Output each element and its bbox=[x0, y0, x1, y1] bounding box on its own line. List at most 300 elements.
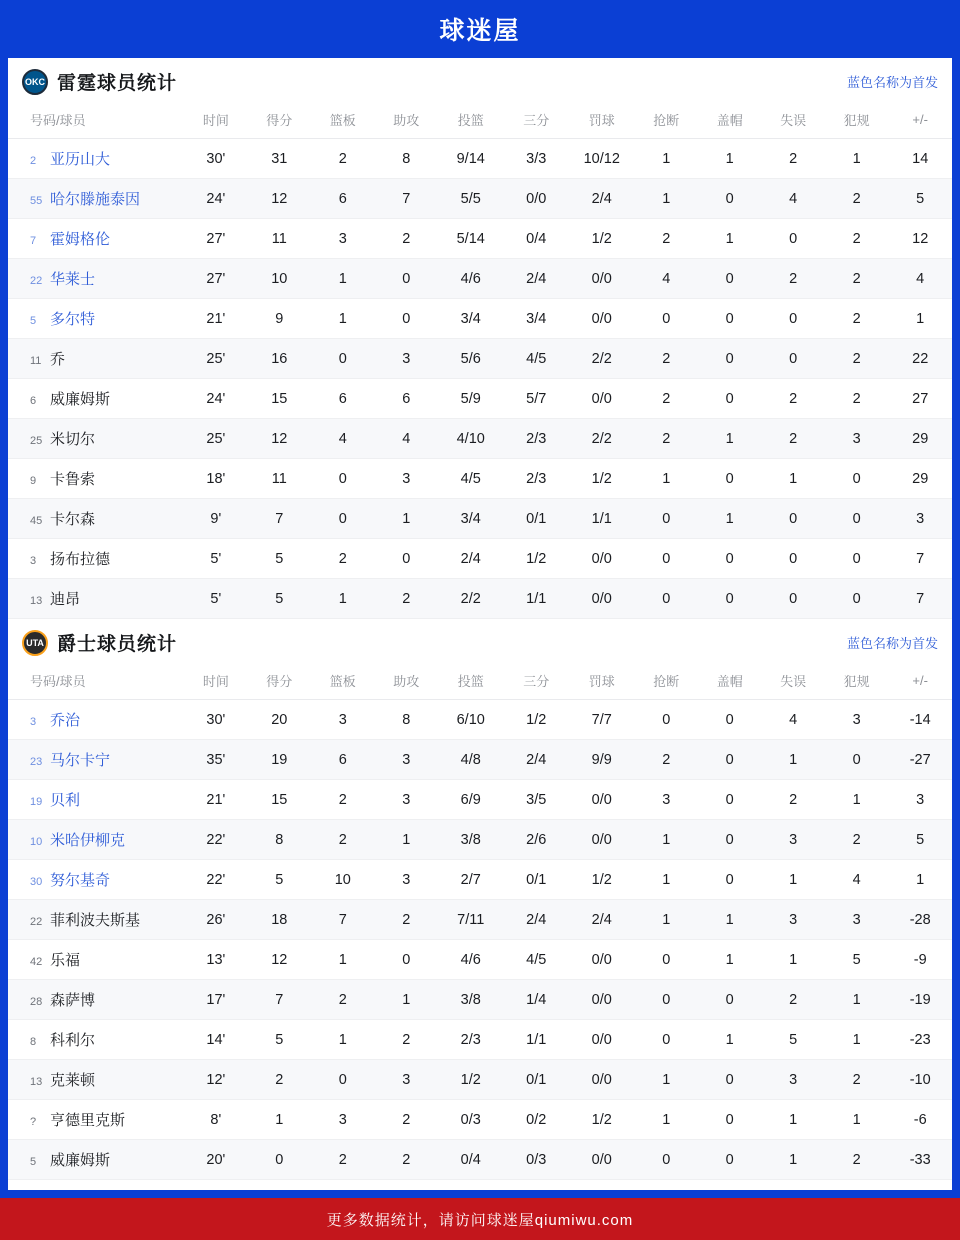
stat-blocks: 0 bbox=[698, 259, 761, 299]
table-row[interactable] bbox=[8, 900, 952, 940]
stat-fouls: 1 bbox=[825, 780, 888, 820]
stat-field-goals: 5/5 bbox=[438, 179, 504, 219]
stat-turnovers: 2 bbox=[761, 259, 824, 299]
stat-plus-minus: 27 bbox=[888, 379, 952, 419]
stat-field-goals: 0/4 bbox=[438, 1140, 504, 1180]
stat-free-throws: 0/0 bbox=[569, 1060, 635, 1100]
stat-free-throws: 7/7 bbox=[569, 700, 635, 740]
stat-plus-minus: 4 bbox=[888, 259, 952, 299]
player-cell[interactable] bbox=[8, 1060, 184, 1100]
stat-steals: 0 bbox=[635, 579, 698, 619]
stat-steals: 0 bbox=[635, 940, 698, 980]
stat-assists: 2 bbox=[375, 579, 438, 619]
stat-rebounds: 3 bbox=[311, 1100, 374, 1140]
col-header-player: 号码/球员 bbox=[8, 664, 184, 700]
stat-points: 5 bbox=[248, 579, 311, 619]
stat-assists: 3 bbox=[375, 780, 438, 820]
stat-assists: 3 bbox=[375, 339, 438, 379]
starter-legend-thunder: 蓝色名称为首发 bbox=[846, 75, 938, 90]
stat-rebounds: 1 bbox=[311, 579, 374, 619]
stat-plus-minus: 29 bbox=[888, 459, 952, 499]
stat-points: 31 bbox=[248, 139, 311, 179]
stat-steals: 0 bbox=[635, 700, 698, 740]
stat-assists: 4 bbox=[375, 419, 438, 459]
stat-minutes: 20' bbox=[184, 1140, 247, 1180]
stat-minutes: 25' bbox=[184, 339, 247, 379]
player-cell[interactable] bbox=[8, 419, 184, 459]
stat-steals: 3 bbox=[635, 780, 698, 820]
stat-turnovers: 0 bbox=[761, 219, 824, 259]
stat-free-throws: 1/2 bbox=[569, 1100, 635, 1140]
stat-rebounds: 0 bbox=[311, 1060, 374, 1100]
table-header-row bbox=[8, 103, 952, 139]
stat-minutes: 30' bbox=[184, 700, 247, 740]
stat-turnovers: 0 bbox=[761, 579, 824, 619]
stat-rebounds: 0 bbox=[311, 499, 374, 539]
stat-turnovers: 1 bbox=[761, 1100, 824, 1140]
player-cell[interactable] bbox=[8, 900, 184, 940]
stat-assists: 3 bbox=[375, 740, 438, 780]
stat-field-goals: 3/8 bbox=[438, 820, 504, 860]
player-number: 3 bbox=[30, 716, 37, 728]
stat-rebounds: 6 bbox=[311, 179, 374, 219]
stat-fouls: 2 bbox=[825, 1140, 888, 1180]
stat-assists: 0 bbox=[375, 539, 438, 579]
player-cell[interactable] bbox=[8, 940, 184, 980]
stat-steals: 2 bbox=[635, 339, 698, 379]
stat-three-pointers: 0/1 bbox=[503, 860, 569, 900]
player-cell[interactable] bbox=[8, 379, 184, 419]
player-cell[interactable] bbox=[8, 459, 184, 499]
stat-free-throws: 2/4 bbox=[569, 900, 635, 940]
table-row[interactable] bbox=[8, 579, 952, 619]
stat-fouls: 2 bbox=[825, 259, 888, 299]
stat-rebounds: 1 bbox=[311, 1020, 374, 1060]
col-header-stl: 抢断 bbox=[635, 664, 698, 700]
section-title-jazz: 爵士球员统计 bbox=[57, 634, 178, 655]
stat-turnovers: 2 bbox=[761, 139, 824, 179]
table-row[interactable] bbox=[8, 139, 952, 179]
stat-field-goals: 6/10 bbox=[438, 700, 504, 740]
stat-plus-minus: 7 bbox=[888, 579, 952, 619]
table-thunder bbox=[8, 103, 952, 619]
stat-steals: 2 bbox=[635, 379, 698, 419]
stat-turnovers: 1 bbox=[761, 1140, 824, 1180]
stat-field-goals: 9/14 bbox=[438, 139, 504, 179]
col-header-ast: 助攻 bbox=[375, 664, 438, 700]
stat-rebounds: 1 bbox=[311, 940, 374, 980]
player-cell[interactable] bbox=[8, 1140, 184, 1180]
stat-fouls: 1 bbox=[825, 980, 888, 1020]
col-header-pf: 犯规 bbox=[825, 664, 888, 700]
stat-blocks: 0 bbox=[698, 740, 761, 780]
stat-points: 12 bbox=[248, 940, 311, 980]
player-number: 10 bbox=[30, 836, 43, 848]
stat-free-throws: 0/0 bbox=[569, 379, 635, 419]
stat-minutes: 35' bbox=[184, 740, 247, 780]
stat-fouls: 4 bbox=[825, 860, 888, 900]
stat-assists: 2 bbox=[375, 219, 438, 259]
stat-plus-minus: -33 bbox=[888, 1140, 952, 1180]
stat-free-throws: 9/9 bbox=[569, 740, 635, 780]
stat-rebounds: 1 bbox=[311, 299, 374, 339]
table-row[interactable] bbox=[8, 219, 952, 259]
player-number: 9 bbox=[30, 475, 37, 487]
player-number: 23 bbox=[30, 756, 43, 768]
stat-blocks: 0 bbox=[698, 780, 761, 820]
stat-assists: 1 bbox=[375, 820, 438, 860]
stat-plus-minus: -14 bbox=[888, 700, 952, 740]
player-name: 亚历山大 bbox=[50, 151, 111, 168]
stat-free-throws: 1/2 bbox=[569, 219, 635, 259]
stat-three-pointers: 0/2 bbox=[503, 1100, 569, 1140]
stat-assists: 2 bbox=[375, 900, 438, 940]
stat-blocks: 1 bbox=[698, 139, 761, 179]
stat-plus-minus: 1 bbox=[888, 299, 952, 339]
stat-rebounds: 0 bbox=[311, 459, 374, 499]
col-header-ft: 罚球 bbox=[569, 664, 635, 700]
player-cell[interactable] bbox=[8, 259, 184, 299]
stat-free-throws: 1/2 bbox=[569, 459, 635, 499]
player-cell[interactable] bbox=[8, 1100, 184, 1140]
player-name: 乔治 bbox=[50, 712, 81, 729]
player-number: 13 bbox=[30, 595, 43, 607]
stat-fouls: 3 bbox=[825, 419, 888, 459]
col-header-min: 时间 bbox=[184, 103, 247, 139]
stat-blocks: 1 bbox=[698, 219, 761, 259]
player-number: 2 bbox=[30, 155, 37, 167]
stat-points: 15 bbox=[248, 780, 311, 820]
stat-minutes: 18' bbox=[184, 459, 247, 499]
stat-plus-minus: 14 bbox=[888, 139, 952, 179]
player-cell[interactable] bbox=[8, 339, 184, 379]
table-row[interactable] bbox=[8, 379, 952, 419]
stat-rebounds: 0 bbox=[311, 339, 374, 379]
table-row[interactable] bbox=[8, 780, 952, 820]
stat-blocks: 0 bbox=[698, 1140, 761, 1180]
table-row[interactable] bbox=[8, 700, 952, 740]
stat-free-throws: 0/0 bbox=[569, 299, 635, 339]
table-row[interactable] bbox=[8, 419, 952, 459]
player-name: 乔 bbox=[50, 351, 66, 368]
stat-plus-minus: 5 bbox=[888, 820, 952, 860]
stat-plus-minus: -27 bbox=[888, 740, 952, 780]
stat-assists: 3 bbox=[375, 1060, 438, 1100]
stat-points: 1 bbox=[248, 1100, 311, 1140]
stat-steals: 0 bbox=[635, 299, 698, 339]
player-number: 3 bbox=[30, 555, 37, 567]
col-header-to: 失误 bbox=[761, 103, 824, 139]
stat-points: 8 bbox=[248, 820, 311, 860]
stat-blocks: 0 bbox=[698, 1100, 761, 1140]
stat-blocks: 0 bbox=[698, 379, 761, 419]
stat-fouls: 1 bbox=[825, 1100, 888, 1140]
stat-field-goals: 0/3 bbox=[438, 1100, 504, 1140]
stat-points: 7 bbox=[248, 499, 311, 539]
player-number: 45 bbox=[30, 515, 43, 527]
table-header-row bbox=[8, 664, 952, 700]
stat-plus-minus: 29 bbox=[888, 419, 952, 459]
col-header-fg: 投篮 bbox=[438, 103, 504, 139]
player-cell[interactable] bbox=[8, 860, 184, 900]
stat-points: 18 bbox=[248, 900, 311, 940]
stat-free-throws: 0/0 bbox=[569, 539, 635, 579]
stat-plus-minus: 22 bbox=[888, 339, 952, 379]
stat-turnovers: 2 bbox=[761, 980, 824, 1020]
stat-turnovers: 0 bbox=[761, 499, 824, 539]
player-number: 5 bbox=[30, 315, 37, 327]
stat-three-pointers: 0/1 bbox=[503, 499, 569, 539]
stat-field-goals: 2/7 bbox=[438, 860, 504, 900]
player-number: 22 bbox=[30, 916, 43, 928]
table-row[interactable] bbox=[8, 299, 952, 339]
stat-minutes: 25' bbox=[184, 419, 247, 459]
stat-blocks: 1 bbox=[698, 419, 761, 459]
stat-assists: 0 bbox=[375, 940, 438, 980]
stat-steals: 1 bbox=[635, 820, 698, 860]
stat-three-pointers: 1/2 bbox=[503, 539, 569, 579]
table-row[interactable] bbox=[8, 1100, 952, 1140]
player-cell[interactable] bbox=[8, 780, 184, 820]
col-header-pm: +/- bbox=[888, 103, 952, 139]
stat-points: 12 bbox=[248, 419, 311, 459]
stat-rebounds: 2 bbox=[311, 139, 374, 179]
stat-turnovers: 2 bbox=[761, 379, 824, 419]
stat-steals: 2 bbox=[635, 419, 698, 459]
stat-assists: 2 bbox=[375, 1020, 438, 1060]
stat-blocks: 0 bbox=[698, 539, 761, 579]
stat-minutes: 9' bbox=[184, 499, 247, 539]
table-row[interactable] bbox=[8, 820, 952, 860]
stat-free-throws: 1/1 bbox=[569, 499, 635, 539]
section-header-jazz bbox=[8, 619, 952, 664]
stat-rebounds: 7 bbox=[311, 900, 374, 940]
stat-minutes: 14' bbox=[184, 1020, 247, 1060]
stat-assists: 3 bbox=[375, 860, 438, 900]
col-header-ft: 罚球 bbox=[569, 103, 635, 139]
stat-field-goals: 5/9 bbox=[438, 379, 504, 419]
col-header-3p: 三分 bbox=[503, 103, 569, 139]
stat-free-throws: 10/12 bbox=[569, 139, 635, 179]
stat-blocks: 0 bbox=[698, 579, 761, 619]
stat-fouls: 2 bbox=[825, 339, 888, 379]
player-cell[interactable] bbox=[8, 539, 184, 579]
stat-fouls: 2 bbox=[825, 820, 888, 860]
player-cell[interactable] bbox=[8, 820, 184, 860]
stat-field-goals: 2/3 bbox=[438, 1020, 504, 1060]
stat-turnovers: 0 bbox=[761, 299, 824, 339]
stat-steals: 1 bbox=[635, 900, 698, 940]
player-cell[interactable] bbox=[8, 299, 184, 339]
player-name: 华莱士 bbox=[50, 271, 96, 288]
stat-three-pointers: 1/1 bbox=[503, 579, 569, 619]
stat-turnovers: 3 bbox=[761, 1060, 824, 1100]
stat-minutes: 12' bbox=[184, 1060, 247, 1100]
stat-steals: 2 bbox=[635, 740, 698, 780]
stat-field-goals: 3/4 bbox=[438, 299, 504, 339]
stat-assists: 3 bbox=[375, 459, 438, 499]
stat-rebounds: 3 bbox=[311, 700, 374, 740]
stat-field-goals: 4/10 bbox=[438, 419, 504, 459]
stat-three-pointers: 4/5 bbox=[503, 339, 569, 379]
stat-free-throws: 2/2 bbox=[569, 339, 635, 379]
stat-three-pointers: 0/4 bbox=[503, 219, 569, 259]
stat-blocks: 0 bbox=[698, 299, 761, 339]
stat-points: 5 bbox=[248, 1020, 311, 1060]
stat-fouls: 1 bbox=[825, 139, 888, 179]
stat-points: 11 bbox=[248, 459, 311, 499]
table-row[interactable] bbox=[8, 940, 952, 980]
stat-minutes: 21' bbox=[184, 299, 247, 339]
stat-plus-minus: -23 bbox=[888, 1020, 952, 1060]
player-number: 28 bbox=[30, 996, 43, 1008]
stat-plus-minus: -28 bbox=[888, 900, 952, 940]
table-row[interactable] bbox=[8, 860, 952, 900]
stat-blocks: 1 bbox=[698, 940, 761, 980]
col-header-min: 时间 bbox=[184, 664, 247, 700]
stat-turnovers: 2 bbox=[761, 780, 824, 820]
stat-three-pointers: 0/1 bbox=[503, 1060, 569, 1100]
stat-turnovers: 3 bbox=[761, 900, 824, 940]
stat-rebounds: 1 bbox=[311, 259, 374, 299]
footer-text: 更多数据统计，请访问球迷屋qiumiwu.com bbox=[326, 1211, 634, 1229]
stat-blocks: 0 bbox=[698, 179, 761, 219]
stat-minutes: 22' bbox=[184, 820, 247, 860]
stat-fouls: 2 bbox=[825, 219, 888, 259]
stat-three-pointers: 3/5 bbox=[503, 780, 569, 820]
stat-three-pointers: 1/4 bbox=[503, 980, 569, 1020]
table-row[interactable] bbox=[8, 339, 952, 379]
stat-fouls: 5 bbox=[825, 940, 888, 980]
stat-points: 19 bbox=[248, 740, 311, 780]
stat-assists: 1 bbox=[375, 499, 438, 539]
player-name: 多尔特 bbox=[50, 311, 96, 328]
table-row[interactable] bbox=[8, 499, 952, 539]
player-name: 卡尔森 bbox=[50, 511, 96, 528]
player-cell[interactable] bbox=[8, 980, 184, 1020]
table-row[interactable] bbox=[8, 1060, 952, 1100]
stat-fouls: 1 bbox=[825, 1020, 888, 1060]
player-number: 25 bbox=[30, 435, 43, 447]
stat-steals: 0 bbox=[635, 1140, 698, 1180]
table-row[interactable] bbox=[8, 980, 952, 1020]
player-number: 22 bbox=[30, 275, 43, 287]
stat-field-goals: 5/14 bbox=[438, 219, 504, 259]
stats-card bbox=[8, 58, 952, 1190]
stat-fouls: 0 bbox=[825, 579, 888, 619]
player-name: 霍姆格伦 bbox=[50, 231, 111, 248]
table-row[interactable] bbox=[8, 1140, 952, 1180]
stat-rebounds: 2 bbox=[311, 980, 374, 1020]
player-name: 科利尔 bbox=[50, 1032, 96, 1049]
col-header-reb: 篮板 bbox=[311, 664, 374, 700]
player-name: 马尔卡宁 bbox=[50, 752, 111, 769]
player-name: 迪昂 bbox=[50, 591, 81, 608]
player-cell[interactable] bbox=[8, 700, 184, 740]
player-name: 扬布拉德 bbox=[50, 551, 111, 568]
player-name: 贝利 bbox=[50, 792, 81, 809]
player-name: 乐福 bbox=[50, 952, 81, 969]
table-row[interactable] bbox=[8, 459, 952, 499]
stat-turnovers: 1 bbox=[761, 860, 824, 900]
table-body-jazz bbox=[8, 700, 952, 1180]
col-header-blk: 盖帽 bbox=[698, 103, 761, 139]
stat-points: 9 bbox=[248, 299, 311, 339]
stat-steals: 1 bbox=[635, 139, 698, 179]
player-cell[interactable] bbox=[8, 579, 184, 619]
stat-three-pointers: 0/0 bbox=[503, 179, 569, 219]
stat-minutes: 22' bbox=[184, 860, 247, 900]
stat-points: 11 bbox=[248, 219, 311, 259]
stat-turnovers: 3 bbox=[761, 820, 824, 860]
stat-minutes: 21' bbox=[184, 780, 247, 820]
stat-steals: 0 bbox=[635, 539, 698, 579]
player-cell[interactable] bbox=[8, 139, 184, 179]
stat-plus-minus: -10 bbox=[888, 1060, 952, 1100]
player-cell[interactable] bbox=[8, 219, 184, 259]
table-row[interactable] bbox=[8, 740, 952, 780]
player-number: 30 bbox=[30, 876, 43, 888]
player-cell[interactable] bbox=[8, 740, 184, 780]
player-cell[interactable] bbox=[8, 499, 184, 539]
stat-points: 10 bbox=[248, 259, 311, 299]
table-row[interactable] bbox=[8, 259, 952, 299]
stat-minutes: 13' bbox=[184, 940, 247, 980]
col-header-3p: 三分 bbox=[503, 664, 569, 700]
stat-turnovers: 1 bbox=[761, 940, 824, 980]
stat-steals: 0 bbox=[635, 499, 698, 539]
player-number: 11 bbox=[30, 355, 42, 367]
player-number: 19 bbox=[30, 796, 43, 808]
player-cell[interactable] bbox=[8, 179, 184, 219]
player-name: 努尔基奇 bbox=[50, 872, 111, 889]
stat-plus-minus: -19 bbox=[888, 980, 952, 1020]
stat-blocks: 1 bbox=[698, 1020, 761, 1060]
col-header-stl: 抢断 bbox=[635, 103, 698, 139]
table-row[interactable] bbox=[8, 539, 952, 579]
stat-turnovers: 0 bbox=[761, 539, 824, 579]
player-number: 5 bbox=[30, 1156, 37, 1168]
stat-field-goals: 4/8 bbox=[438, 740, 504, 780]
section-title-thunder: 雷霆球员统计 bbox=[57, 73, 178, 94]
player-number: 42 bbox=[30, 956, 43, 968]
player-cell[interactable] bbox=[8, 1020, 184, 1060]
stat-points: 12 bbox=[248, 179, 311, 219]
table-row[interactable] bbox=[8, 1020, 952, 1060]
stat-three-pointers: 3/3 bbox=[503, 139, 569, 179]
stat-free-throws: 2/2 bbox=[569, 419, 635, 459]
table-row[interactable] bbox=[8, 179, 952, 219]
stat-three-pointers: 1/1 bbox=[503, 1020, 569, 1060]
stat-fouls: 2 bbox=[825, 179, 888, 219]
bottom-spacer bbox=[0, 1190, 960, 1198]
stat-assists: 8 bbox=[375, 139, 438, 179]
stat-rebounds: 4 bbox=[311, 419, 374, 459]
stat-points: 2 bbox=[248, 1060, 311, 1100]
stat-three-pointers: 0/3 bbox=[503, 1140, 569, 1180]
stat-fouls: 2 bbox=[825, 379, 888, 419]
col-header-to: 失误 bbox=[761, 664, 824, 700]
stat-blocks: 0 bbox=[698, 459, 761, 499]
player-name: 克莱顿 bbox=[50, 1072, 96, 1089]
stat-three-pointers: 2/4 bbox=[503, 740, 569, 780]
player-name: 哈尔滕施泰因 bbox=[50, 191, 141, 208]
stat-field-goals: 7/11 bbox=[438, 900, 504, 940]
player-name: 威廉姆斯 bbox=[50, 391, 111, 408]
stat-assists: 2 bbox=[375, 1140, 438, 1180]
stat-points: 5 bbox=[248, 539, 311, 579]
stat-field-goals: 3/4 bbox=[438, 499, 504, 539]
